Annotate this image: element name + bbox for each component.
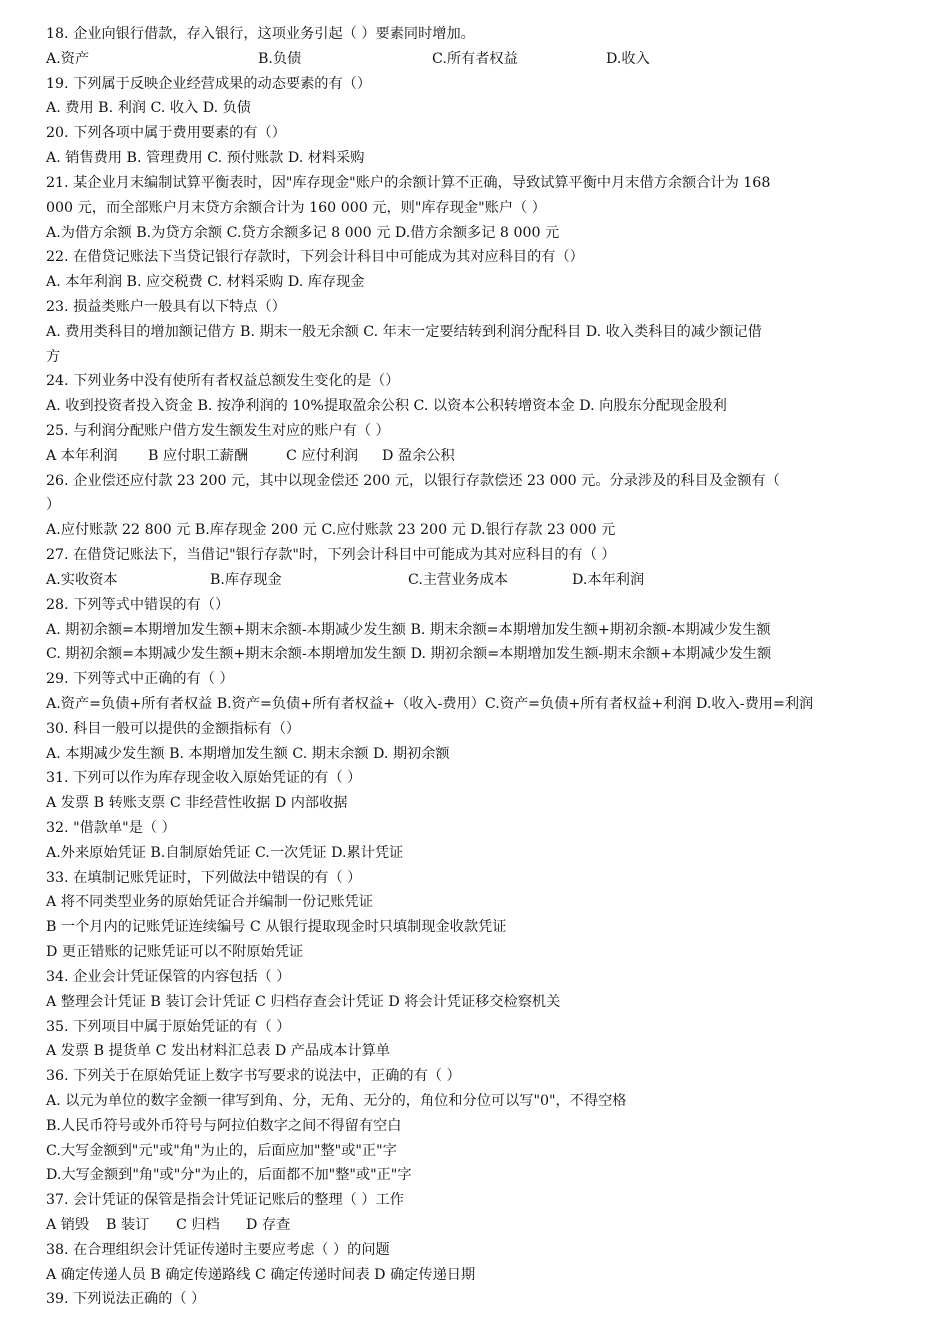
line-text: ） <box>46 497 61 514</box>
text-line <box>0 1015 950 1040</box>
text-line <box>0 196 950 221</box>
text-line <box>0 1238 950 1263</box>
text-line <box>0 1188 950 1213</box>
text-line <box>0 320 950 345</box>
text-line <box>0 369 950 394</box>
option-text: B.负债 <box>258 50 302 67</box>
option-text: A.实收资本 <box>46 571 118 588</box>
text-line <box>0 22 950 47</box>
line-text: 32. "借款单"是（ ） <box>46 820 176 836</box>
line-text: 38. 在合理组织会计凭证传递时主要应考虑（ ）的问题 <box>46 1241 390 1258</box>
text-line <box>0 618 950 643</box>
text-line <box>0 940 950 965</box>
text-line <box>0 171 950 196</box>
text-line <box>0 444 950 469</box>
option-text: A 销毁 <box>46 1217 90 1233</box>
text-line <box>0 990 950 1015</box>
text-line <box>0 345 950 370</box>
option-text: D.本年利润 <box>572 571 645 588</box>
text-line <box>0 816 950 841</box>
line-text: 21. 某企业月末编制试算平衡表时，因"库存现金"账户的余额计算不正确，导致试算平衡中月末借方余额合计为 168 <box>46 174 771 191</box>
option-text: C.主营业务成本 <box>408 571 508 588</box>
line-text: D 更正错账的记账凭证可以不附原始凭证 <box>46 944 304 961</box>
text-line <box>0 766 950 791</box>
text-line <box>0 469 950 494</box>
line-text: B.人民币符号或外币符号与阿拉伯数字之间不得留有空白 <box>46 1117 402 1134</box>
line-text: A. 收到投资者投入资金 B. 按净利润的 10%提取盈余公积 C. 以资本公积转增资本金 D. 向股东分配现金股利 <box>46 398 727 415</box>
line-text: 19. 下列属于反映企业经营成果的动态要素的有（） <box>46 75 372 92</box>
line-text: 27. 在借贷记账法下，当借记"银行存款"时，下列会计科目中可能成为其对应科目的有（ ） <box>46 547 616 564</box>
text-line <box>0 1039 950 1064</box>
option-text: C 应付利润 <box>286 447 359 464</box>
text-line <box>0 890 950 915</box>
line-text: 26. 企业偿还应付款 23 200 元，其中以现金偿还 200 元，以银行存款偿还 23 000 元。分录涉及的科目及金额有（ <box>46 472 780 489</box>
text-line <box>0 394 950 419</box>
text-line <box>0 1163 950 1188</box>
text-line <box>0 543 950 568</box>
text-line <box>0 742 950 767</box>
line-text: A. 销售费用 B. 管理费用 C. 预付账款 D. 材料采购 <box>46 150 365 167</box>
text-line <box>0 1139 950 1164</box>
option-text: C.所有者权益 <box>432 50 518 67</box>
text-line <box>0 667 950 692</box>
line-text: D.大写金额到"角"或"分"为止的，后面都不加"整"或"正"字 <box>46 1167 412 1184</box>
line-text: 35. 下列项目中属于原始凭证的有（ ） <box>46 1018 291 1035</box>
line-text: 23. 损益类账户一般具有以下特点（） <box>46 298 286 315</box>
option-text: D 盈余公积 <box>382 447 455 464</box>
option-text: B.库存现金 <box>210 571 282 588</box>
text-line <box>0 518 950 543</box>
line-text: A 确定传递人员 B 确定传递路线 C 确定传递时间表 D 确定传递日期 <box>46 1266 476 1283</box>
text-line <box>0 1089 950 1114</box>
line-text: 29. 下列等式中正确的有（ ） <box>46 671 234 688</box>
text-line <box>0 295 950 320</box>
text-line <box>0 96 950 121</box>
line-text: 34. 企业会计凭证保管的内容包括（ ） <box>46 968 291 985</box>
line-text: A. 以元为单位的数字金额一律写到角、分，无角、无分的，角位和分位可以写"0"，不得空格 <box>46 1092 627 1109</box>
text-line <box>0 221 950 246</box>
option-text: A 本年利润 <box>46 447 118 464</box>
line-text: 28. 下列等式中错误的有（） <box>46 596 230 613</box>
option-text: B 装订 <box>106 1217 150 1233</box>
line-text: A 整理会计凭证 B 装订会计凭证 C 归档存查会计凭证 D 将会计凭证移交检察机关 <box>46 993 561 1010</box>
text-line <box>0 1287 950 1312</box>
text-line <box>0 1114 950 1139</box>
line-text: A.外来原始凭证 B.自制原始凭证 C.一次凭证 D.累计凭证 <box>46 844 404 861</box>
option-text: C 归档 <box>176 1217 220 1233</box>
line-text: A.资产=负债+所有者权益 B.资产=负债+所有者权益+（收入-费用）C.资产=负债+所有者权益+利润 D.收入-费用=利润 <box>46 695 814 712</box>
line-text: B 一个月内的记账凭证连续编号 C 从银行提取现金时只填制现金收款凭证 <box>46 919 507 936</box>
line-text: 39. 下列说法正确的（ ） <box>46 1291 206 1308</box>
line-text: 20. 下列各项中属于费用要素的有（） <box>46 125 286 142</box>
line-text: A 将不同类型业务的原始凭证合并编制一份记账凭证 <box>46 894 373 911</box>
text-line <box>0 717 950 742</box>
text-line <box>0 1213 950 1238</box>
line-text: C.大写金额到"元"或"角"为止的，后面应加"整"或"正"字 <box>46 1142 397 1159</box>
line-text: A. 本年利润 B. 应交税费 C. 材料采购 D. 库存现金 <box>46 274 365 291</box>
line-text: 31. 下列可以作为库存现金收入原始凭证的有（ ） <box>46 770 362 787</box>
text-line <box>0 47 950 72</box>
line-text: 30. 科目一般可以提供的金额指标有（） <box>46 720 301 737</box>
line-text: 33. 在填制记账凭证时，下列做法中错误的有（ ） <box>46 869 362 886</box>
text-line <box>0 1064 950 1089</box>
line-text: A. 费用 B. 利润 C. 收入 D. 负债 <box>46 100 251 117</box>
line-text: 22. 在借贷记账法下当贷记银行存款时，下列会计科目中可能成为其对应科目的有（） <box>46 249 584 266</box>
line-text: A.应付账款 22 800 元 B.库存现金 200 元 C.应付账款 23 200 元 D.银行存款 23 000 元 <box>46 522 616 539</box>
line-text: 000 元，而全部账户月末贷方余额合计为 160 000 元，则"库存现金"账户（ ） <box>46 199 546 216</box>
line-text: A. 本期减少发生额 B. 本期增加发生额 C. 期末余额 D. 期初余额 <box>46 745 450 762</box>
line-text: A. 费用类科目的增加额记借方 B. 期末一般无余额 C. 年末一定要结转到利润分配科目 D. 收入类科目的减少额记借 <box>46 323 762 340</box>
text-line <box>0 841 950 866</box>
text-line <box>0 270 950 295</box>
text-line <box>0 866 950 891</box>
option-text: A.资产 <box>46 50 90 67</box>
line-text: A 发票 B 提货单 C 发出材料汇总表 D 产品成本计算单 <box>46 1043 391 1060</box>
line-text: A. 期初余额=本期增加发生额+期末余额-本期减少发生额 B. 期末余额=本期增加发生额+期初余额-本期减少发生额 <box>46 621 771 638</box>
text-line <box>0 642 950 667</box>
text-line <box>0 72 950 97</box>
text-line <box>0 965 950 990</box>
text-line <box>0 1263 950 1288</box>
line-text: C. 期初余额=本期减少发生额+期末余额-本期增加发生额 D. 期初余额=本期增加发生额-期末余额+本期减少发生额 <box>46 646 772 663</box>
exam-questions-document <box>0 22 950 1312</box>
text-line <box>0 593 950 618</box>
line-text: 18. 企业向银行借款，存入银行，这项业务引起（ ）要素同时增加。 <box>46 26 475 42</box>
text-line <box>0 419 950 444</box>
line-text: 25. 与利润分配账户借方发生额发生对应的账户有（ ） <box>46 423 390 439</box>
line-text: 37. 会计凭证的保管是指会计凭证记账后的整理（ ）工作 <box>46 1192 404 1209</box>
text-line <box>0 121 950 146</box>
text-line <box>0 568 950 593</box>
line-text: 24. 下列业务中没有使所有者权益总额发生变化的是（） <box>46 373 400 390</box>
text-line <box>0 245 950 270</box>
line-text: A 发票 B 转账支票 C 非经营性收据 D 内部收据 <box>46 795 348 812</box>
line-text: 36. 下列关于在原始凭证上数字书写要求的说法中，正确的有（ ） <box>46 1068 461 1085</box>
text-line <box>0 791 950 816</box>
option-text: D 存查 <box>246 1217 291 1233</box>
line-text: A.为借方余额 B.为贷方余额 C.贷方余额多记 8 000 元 D.借方余额多记 8 000 元 <box>46 224 560 241</box>
line-text: 方 <box>46 348 61 365</box>
text-line <box>0 915 950 940</box>
text-line <box>0 146 950 171</box>
option-text: D.收入 <box>606 50 650 67</box>
option-text: B 应付职工薪酬 <box>148 447 249 464</box>
text-line <box>0 692 950 717</box>
text-line <box>0 493 950 518</box>
